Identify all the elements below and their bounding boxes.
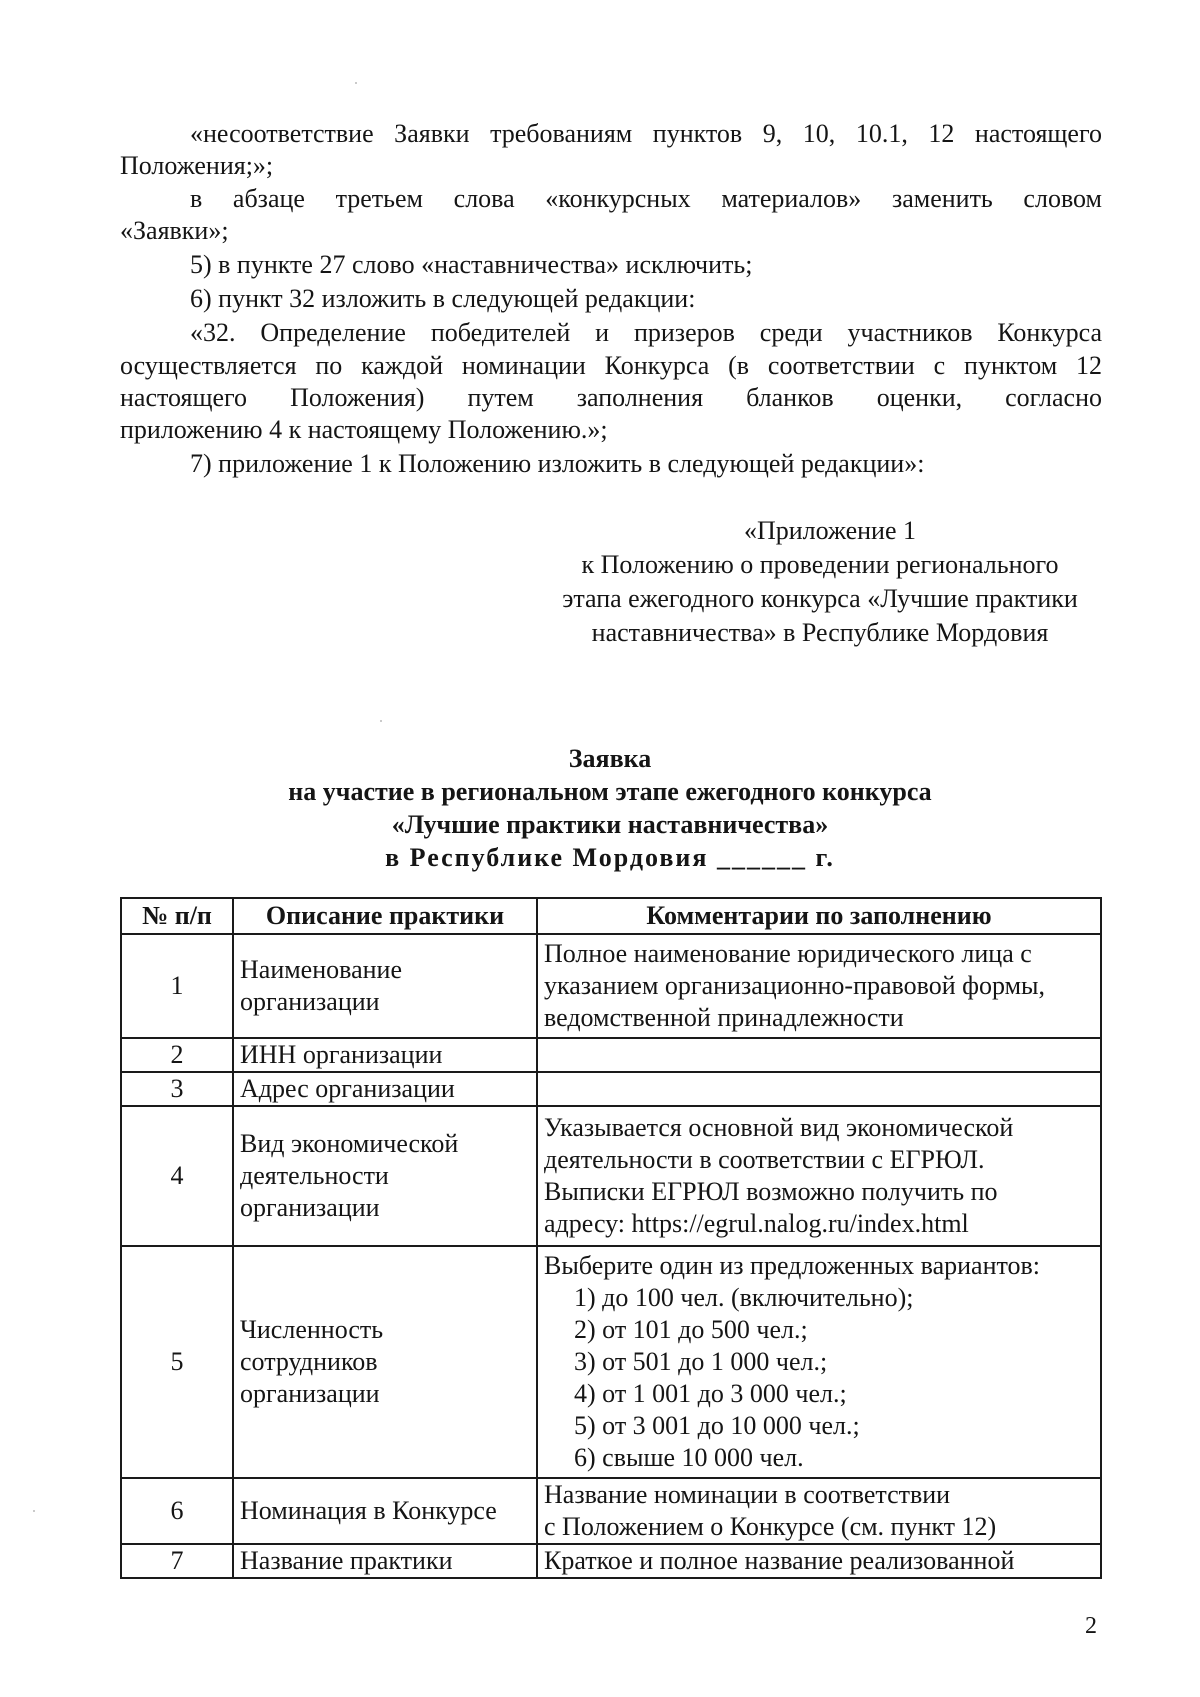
table-row (121, 1106, 1101, 1246)
row-description-line: Численность (240, 1315, 384, 1344)
list-item: 6) свыше 10 000 чел. (574, 1443, 804, 1472)
table-header-row (121, 898, 1101, 934)
row-comment-line: Выписки ЕГРЮЛ возможно получить по (544, 1177, 998, 1206)
row-description: Название практики (233, 1544, 537, 1578)
row-description-line: Вид экономической (240, 1129, 459, 1158)
row-comment-line: с Положением о Конкурсе (см. пункт 12) (544, 1512, 997, 1541)
row-comment (537, 1544, 1101, 1578)
header-number: № п/п (121, 898, 233, 934)
row-comment-line: ведомственной принадлежности (544, 1003, 904, 1032)
appendix-header (520, 514, 1120, 650)
intro-line-10: приложению 4 к настоящему Положению.»; (120, 415, 608, 444)
row-number: 4 (121, 1106, 233, 1246)
list-item: 1) до 100 чел. (включительно); (574, 1283, 914, 1312)
page-number: 2 (1085, 1613, 1097, 1639)
intro-line-2: Положения;»; (120, 151, 274, 180)
header-description: Описание практики (233, 898, 537, 934)
row-comment (537, 1072, 1101, 1106)
appendix-line-4: наставничества» в Республике Мордовия (591, 618, 1049, 647)
scan-speck (355, 82, 357, 84)
application-table (120, 897, 1102, 1579)
size-variants-list (544, 1282, 1094, 1474)
intro-line-7: «32. Определение победителей и призеров среди участников Конкурса (190, 318, 1102, 347)
form-title-line-2: на участие в региональном этапе ежегодного конкурса (288, 777, 932, 806)
row-description (233, 1106, 537, 1246)
row-comment-line: указанием организационно-правовой формы, (544, 971, 1046, 1000)
intro-line-8: осуществляется по каждой номинации Конкурса (в соответствии с пунктом 12 (120, 351, 1102, 380)
row-comment-line: Выберите один из предложенных вариантов: (544, 1251, 1041, 1280)
row-comment (537, 1478, 1101, 1544)
intro-line-11: 7) приложение 1 к Положению изложить в следующей редакции»: (190, 449, 925, 478)
row-description (233, 1246, 537, 1478)
row-comment-line: деятельности в соответствии с ЕГРЮЛ. (544, 1145, 985, 1174)
form-title (160, 742, 1060, 874)
row-comment-line: Полное наименование юридического лица с (544, 939, 1032, 968)
row-comment (537, 1246, 1101, 1478)
row-number: 2 (121, 1038, 233, 1072)
table-row (121, 1246, 1101, 1478)
form-title-line-4: в Республике Мордовия ______ г. (385, 843, 835, 872)
row-number: 3 (121, 1072, 233, 1106)
row-description-line: организации (240, 1379, 380, 1408)
scan-speck (380, 720, 382, 722)
row-description-line: Наименование (240, 955, 402, 984)
list-item: 4) от 1 001 до 3 000 чел.; (574, 1379, 847, 1408)
row-comment (537, 1106, 1101, 1246)
table-row (121, 1038, 1101, 1072)
row-description-line: сотрудников (240, 1347, 378, 1376)
header-comments: Комментарии по заполнению (537, 898, 1101, 934)
intro-line-4: «Заявки»; (120, 216, 229, 245)
appendix-line-1: «Приложение 1 (743, 516, 917, 545)
row-description-line: деятельности (240, 1161, 389, 1190)
row-number: 5 (121, 1246, 233, 1478)
intro-line-1: «несоответствие Заявки требованиям пунктов 9, 10, 10.1, 12 настоящего (190, 119, 1102, 148)
row-description-line: организации (240, 1193, 380, 1222)
intro-line-9: настоящего Положения) путем заполнения бланков оценки, согласно (120, 383, 1102, 412)
row-number: 6 (121, 1478, 233, 1544)
row-description: Адрес организации (233, 1072, 537, 1106)
list-item: 2) от 101 до 500 чел.; (574, 1315, 808, 1344)
row-number: 1 (121, 934, 233, 1038)
row-description-line: организации (240, 987, 380, 1016)
table-row (121, 934, 1101, 1038)
appendix-line-3: этапа ежегодного конкурса «Лучшие практики (562, 584, 1078, 613)
row-number: 7 (121, 1544, 233, 1578)
row-comment-line: Указывается основной вид экономической (544, 1113, 1014, 1142)
form-title-line-1: Заявка (568, 744, 652, 773)
intro-line-6: 6) пункт 32 изложить в следующей редакции: (190, 284, 696, 313)
row-comment (537, 934, 1101, 1038)
row-description: Номинация в Конкурсе (233, 1478, 537, 1544)
row-description (233, 934, 537, 1038)
row-comment-line: адресу: https://egrul.nalog.ru/index.html (544, 1209, 969, 1238)
table-row (121, 1072, 1101, 1106)
table-row (121, 1478, 1101, 1544)
scan-speck (33, 1510, 35, 1512)
list-item: 3) от 501 до 1 000 чел.; (574, 1347, 828, 1376)
appendix-line-2: к Положению о проведении регионального (581, 550, 1059, 579)
row-description: ИНН организации (233, 1038, 537, 1072)
form-title-line-3: «Лучшие практики наставничества» (391, 810, 829, 839)
list-item: 5) от 3 001 до 10 000 чел.; (574, 1411, 860, 1440)
table-row (121, 1544, 1101, 1578)
row-comment (537, 1038, 1101, 1072)
intro-line-3: в абзаце третьем слова «конкурсных материалов» заменить словом (190, 184, 1102, 213)
row-comment-line: Краткое и полное название реализованной (544, 1546, 1015, 1575)
intro-line-5: 5) в пункте 27 слово «наставничества» исключить; (190, 250, 753, 279)
row-comment-line: Название номинации в соответствии (544, 1480, 951, 1509)
